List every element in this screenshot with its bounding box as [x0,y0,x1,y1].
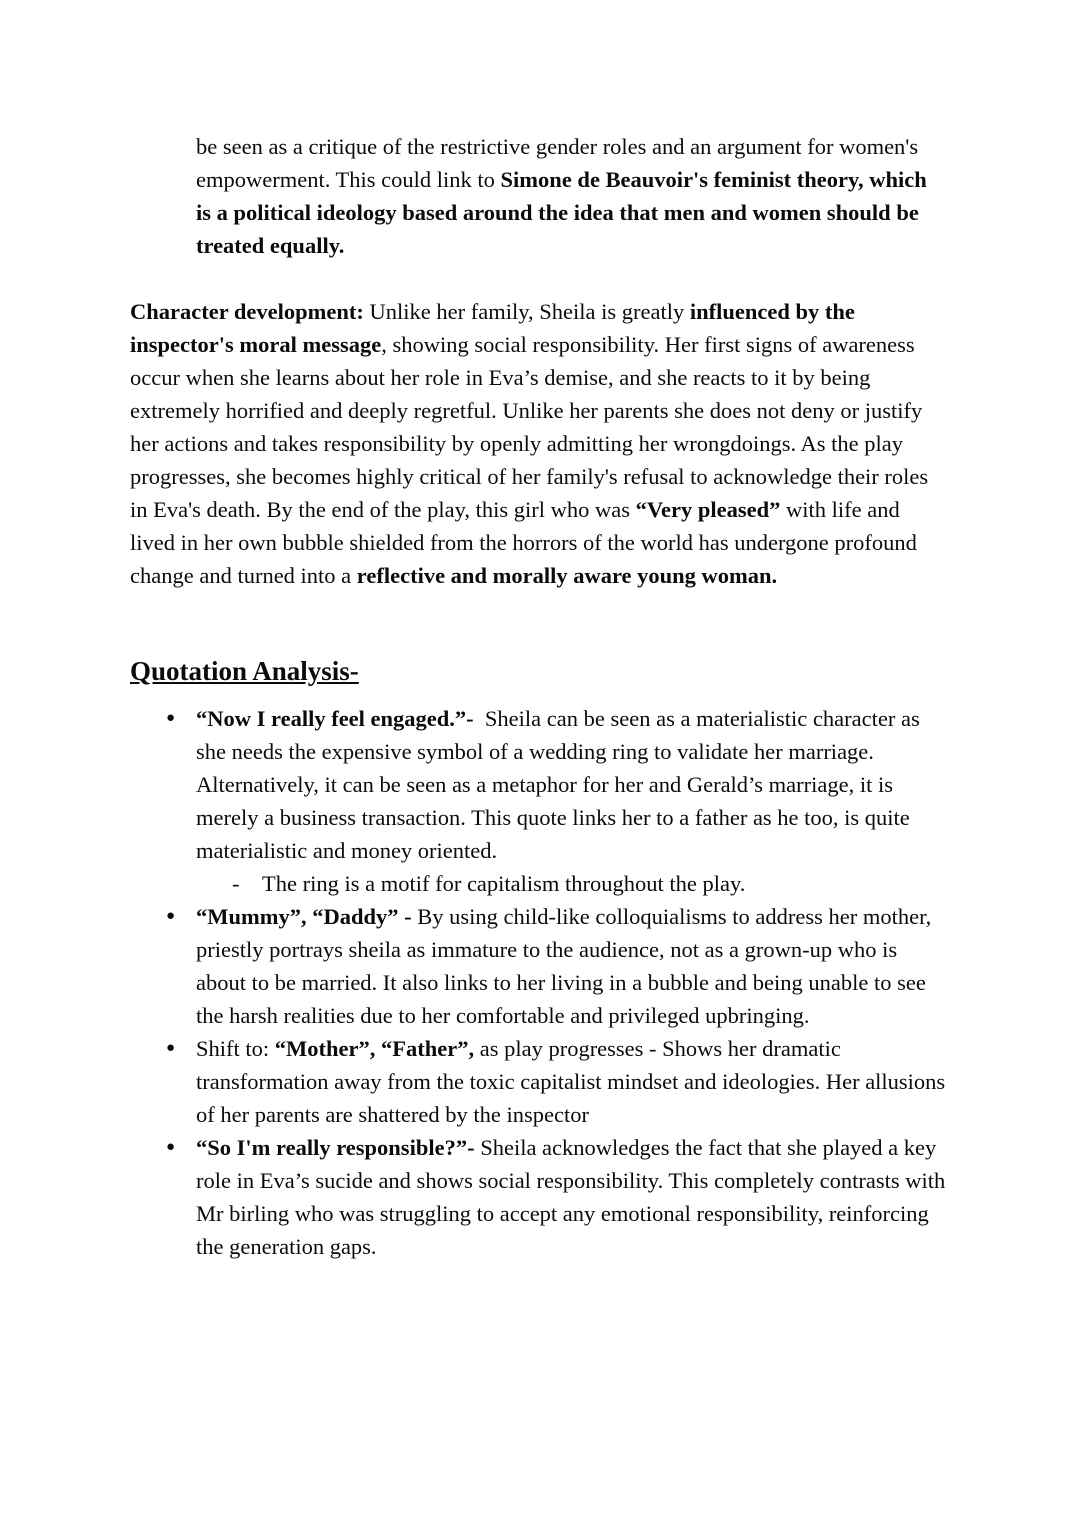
bullet-icon: ● [166,710,176,726]
character-development-paragraph: Character development: Unlike her family, Sheila is greatly influenced by the inspector's moral message, showing social responsibility. Her first signs of awareness occur when she learns about her role in Eva’s demise, and she reacts to it by being extremely horrified and deeply regretful. Unlike her parents she does not deny or justify her actions and takes responsibility by openly admitting her wrongdoings. As the play progresses, she becomes highly critical of her family's refusal to acknowledge their roles in Eva's death. By the end of the play, this girl who was “Very pleased” with life and lived in her own bubble shielded from the horrors of the world has undergone profound change and turned into a reflective and morally aware young woman. [130,299,934,588]
bullet-item [166,900,947,1032]
bullet-text: Shift to: “Mother”, “Father”, as play progresses - Shows her dramatic transformation away from the toxic capitalist mindset and ideologies. Her allusions of her parents are shattered by the inspector [196,1036,951,1127]
quotation-analysis-heading: Quotation Analysis- [130,656,359,686]
bullet-icon: ● [166,908,176,924]
bullet-icon: ● [166,1040,176,1056]
bullet-text: “Now I really feel engaged.”- Sheila can be seen as a materialistic character as she needs the expensive symbol of a wedding ring to validate her marriage. Alternatively, it can be seen as a metaphor for her and Gerald’s marriage, it is merely a business transaction. This quote links her to a father as he too, is quite materialistic and money oriented. - The ring is a motif for capitalism throughout the play. [196,702,947,900]
sub-bullet-item [232,867,947,900]
continuation-paragraph: be seen as a critique of the restrictive gender roles and an argument for women's empowerment. This could link to Simone de Beauvoir's feminist theory, which is a political ideology based around the idea that men and women should be treated equally. [196,134,933,258]
dash-icon: - [232,871,240,896]
sub-bullet-text: The ring is a motif for capitalism throughout the play. [262,871,746,896]
bullet-text: “So I'm really responsible?”- Sheila acknowledges the fact that she played a key role in Eva’s sucide and shows social responsibility. This completely contrasts with Mr birling who was struggling to accept any emotional responsibility, reinforcing the generation gaps. [196,1135,951,1259]
bullet-item [166,1032,951,1131]
bullet-item [166,1131,951,1263]
bullet-item [166,702,947,900]
bullet-text: “Mummy”, “Daddy” - By using child-like colloquialisms to address her mother, priestly portrays sheila as immature to the audience, not as a grown-up who is about to be married. It also links to her living in a bubble and being unable to see the harsh realities due to her comfortable and privileged upbringing. [196,904,937,1028]
quotation-bullet-list [166,702,951,1263]
bullet-icon: ● [166,1139,176,1155]
